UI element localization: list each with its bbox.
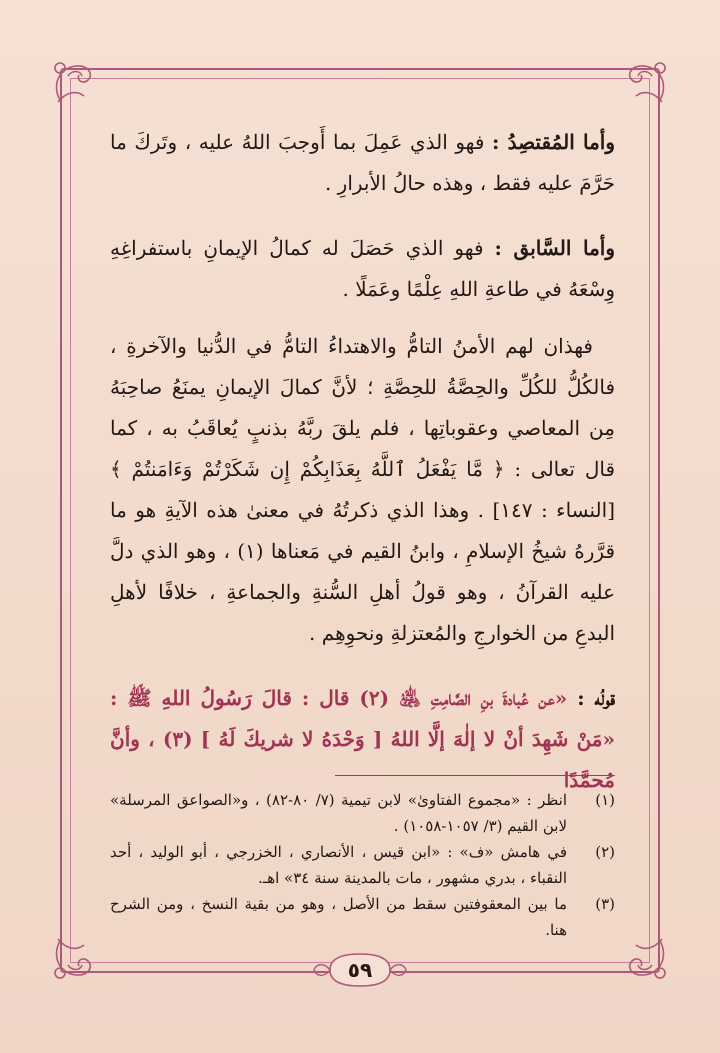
footnote-number: (٣) <box>595 895 615 913</box>
paragraph-muqtasid <box>110 122 615 204</box>
paragraph-body: فهو الذي حَصَلَ له كمالُ الإيمانِ باستفراغِهِ وِسْعَهُ في طاعةِ اللهِ عِلْمًا وعَمَلًا . <box>110 236 615 301</box>
corner-ornament-icon <box>616 929 672 985</box>
footnote-item <box>110 839 615 891</box>
paragraph-sabiq <box>110 228 615 310</box>
footnote-number: (١) <box>595 791 615 809</box>
corner-ornament-icon <box>48 56 104 112</box>
footnote-text: انظر : «مجموع الفتاوىٰ» لابن تيمية (٧/ ٨٠-٨٢) ، و«الصواعق المرسلة» لابن القيم (٣/ ١٠٥٧-١٠٥٨) . <box>110 791 567 835</box>
footnote-item <box>110 891 615 943</box>
quote-lead: قولُه : <box>577 686 616 710</box>
paragraph-lead: وأما المُقتصِدُ : <box>492 130 615 154</box>
paragraph-lead: وأما السَّابق : <box>494 236 616 260</box>
quote-text: «عن عُبادةَ بنِ الصَّامِتِ ﵁ (٢) قال : قالَ رَسُولُ اللهِ ﷺ : «مَنْ شَهِدَ أنْ لا إلٰهَ إلَّا اللهُ [ وَحْدَهُ لا شريكَ لَهُ ] (٣) ، وأنَّ مُحمَّدًا <box>110 686 616 792</box>
page-number: ٥٩ <box>347 958 373 982</box>
footnotes <box>110 787 615 943</box>
footnote-separator <box>335 775 615 776</box>
corner-ornament-icon <box>48 929 104 985</box>
footnote-text: في هامش «ف» : «ابن قيس ، الأنصاري ، الخزرجي ، أبو الوليد ، أحد النقباء ، بدري مشهور ، مات بالمدينة سنة ٣٤» اهـ. <box>110 843 567 887</box>
footnote-item <box>110 787 615 839</box>
paragraph-body: فهو الذي عَمِلَ بما أَوجبَ اللهُ عليه ، وتَركَ ما حَرَّمَ عليه فقط ، وهذه حالُ الأبرارِ . <box>110 130 615 195</box>
footnote-text: ما بين المعقوفتين سقط من الأصل ، وهو من بقية النسخ ، ومن الشرح هنا. <box>110 895 567 939</box>
corner-ornament-icon <box>616 56 672 112</box>
paragraph-explanation <box>110 326 615 654</box>
page-number-cartouche <box>310 950 410 990</box>
hadith-quote <box>110 678 615 801</box>
paragraph-body: فهذان لهم الأمنُ التامُّ والاهتداءُ التامُّ في الدُّنيا والآخرةِ ، فالكُلُّ للكُلِّ والحِصَّةُ للحِصَّةِ ؛ لأنَّ كمالَ الإيمانِ يمنَعُ صاحِبَهُ مِن المعاصي وعقوباتِها ، فلم يلقَ ربَّهُ بذنبٍ يُعاقَبُ به ، كما قال تعالى : ﴿ مَّا يَفْعَلُ ٱللَّهُ بِعَذَابِكُمْ إِن شَكَرْتُمْ وَءَامَنتُمْ ﴾ [النساء : ١٤٧] . وهذا الذي ذكرتُهُ في معنىٰ هذه الآيةِ هو ما قرَّرهُ شيخُ الإسلامِ ، وابنُ القيم في مَعناها (١) ، وهو الذي دلَّ عليه القرآنُ ، وهو قولُ أهلِ السُّنةِ والجماعةِ ، خلافًا لأهلِ البدعِ من الخوارجِ والمُعتزلةِ ونحوِهِم . <box>110 334 616 645</box>
footnote-number: (٢) <box>595 843 615 861</box>
